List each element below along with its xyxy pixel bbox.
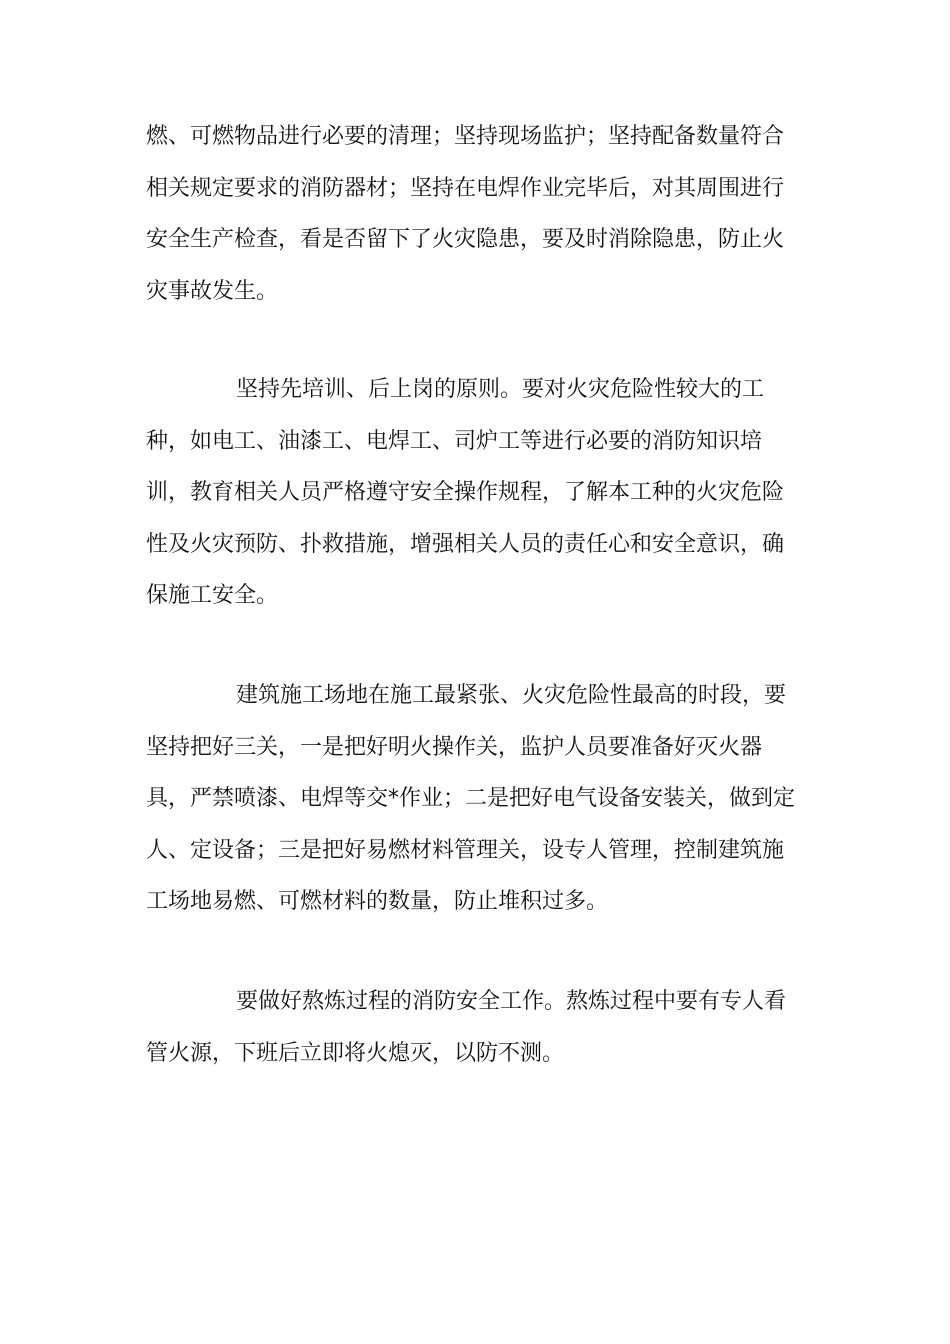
paragraph-line: 工场地易燃、可燃材料的数量，防止堆积过多。 [146, 889, 609, 914]
paragraph-4 [146, 976, 812, 1079]
paragraph-line: 性及火灾预防、扑救措施，增强相关人员的责任心和安全意识，确 [146, 531, 785, 557]
paragraph-line: 坚持把好三关，一是把好明火操作关，监护人员要准备好灭火器 [146, 734, 763, 760]
paragraph-line: 安全生产检查，看是否留下了火灾隐患，要及时消除隐患，防止火 [146, 227, 785, 252]
paragraph-line: 燃、可燃物品进行必要的清理；坚持现场监护；坚持配备数量符合 [146, 124, 785, 149]
paragraph-line: 相关规定要求的消防器材；坚持在电焊作业完毕后，对其周围进行 [146, 175, 785, 201]
paragraph-line: 具，严禁喷漆、电焊等交*作业；二是把好电气设备安装关，做到定 [146, 786, 796, 811]
paragraph-line: 训，教育相关人员严格遵守安全操作规程，了解本工种的火灾危险 [146, 480, 785, 505]
paragraph-line: 种，如电工、油漆工、电焊工、司炉工等进行必要的消防知识培 [146, 428, 763, 454]
paragraph-line: 灾事故发生。 [146, 278, 279, 304]
paragraph-2 [146, 364, 812, 622]
paragraph-line: 人、定设备；三是把好易燃材料管理关，设专人管理，控制建筑施 [146, 837, 785, 863]
paragraph-first-line: 要做好熬炼过程的消防安全工作。熬炼过程中要有专人看 [236, 989, 787, 1014]
paragraph-line: 保施工安全。 [146, 583, 279, 608]
paragraph-3 [146, 670, 812, 928]
paragraph-first-line: 坚持先培训、后上岗的原则。要对火灾危险性较大的工 [236, 377, 765, 402]
paragraph-1 [146, 111, 812, 317]
paragraph-first-line: 建筑施工场地在施工最紧张、火灾危险性最高的时段，要 [236, 683, 787, 708]
paragraph-line: 管火源，下班后立即将火熄灭，以防不测。 [146, 1040, 565, 1066]
